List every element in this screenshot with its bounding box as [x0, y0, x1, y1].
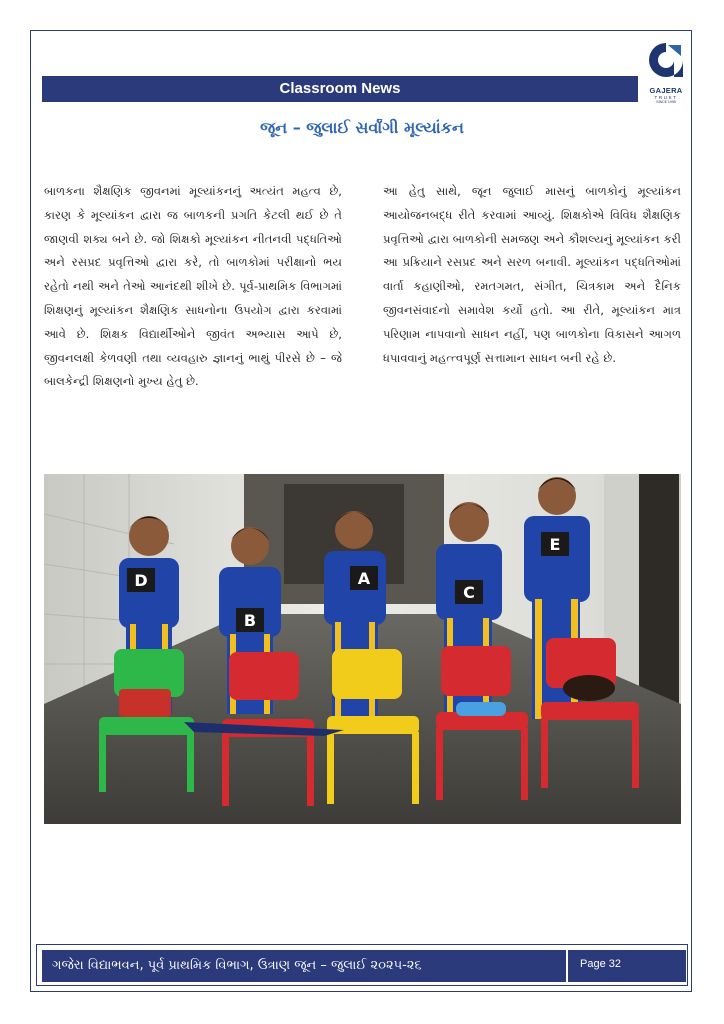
logo-emblem-icon: [646, 40, 686, 80]
classroom-photo: [44, 474, 681, 824]
article-right-column: આ હેતુ સાથે, જૂન જુલાઈ માસનું બાળકોનું મૂલ્યાંકન આયોજનબદ્ધ રીતે કરવામાં આવ્યું. શિક્ષકોએ વિવિધ શૈક્ષણિક પ્રવૃત્તિઓ દ્વારા બાળકોની સમજણ અને કૌશલ્યનું મૂલ્યાંકન કરી આ પ્રક્રિયાને રસપ્રદ અને સરળ બનાવી. મૂલ્યાંકન પદ્ધતિઓમાં વાર્તા કહાણીઓ, રમતગમત, સંગીત, ચિત્રકામ અને દૈનિક જીવનસંવાદનો સમાવેશ કર્યો હતો. આ રીતે, મૂલ્યાંકન માત્ર પરિણામ નાપવાનો સાધન નહીં, પણ બાળકોના વિકાસને આગળ ધપાવવાનું મહત્ત્વપૂર્ણ સત્તામાન સાધન બની રહે છે.: [383, 184, 681, 365]
section-header: Classroom News: [42, 76, 638, 102]
page-number: Page 32: [568, 950, 686, 982]
logo-trust: TRUST: [654, 95, 678, 100]
letter-card-b: B: [243, 611, 257, 630]
letter-card-a: A: [357, 569, 371, 588]
letter-card-e: E: [549, 535, 561, 554]
footer-title: ગજેરા વિદ્યાભવન, પૂર્વ પ્રાથમિક વિભાગ, ઉત્રાણ જૂન – જુલાઈ ૨૦૨૫-૨૬: [42, 950, 566, 982]
logo-name: GAJERA: [649, 86, 683, 95]
letter-card-d: D: [134, 571, 148, 590]
article-left-column: બાળકના શૈક્ષણિક જીવનમાં મૂલ્યાંકનનું અત્યંત મહત્વ છે, કારણ કે મૂલ્યાંકન દ્વારા જ બાળકની પ્રગતિ કેટલી થઈ છે તે જાણવી શક્ય બને છે. જો શિક્ષકો મૂલ્યાંકન નીતનવી પદ્ધતિઓ અને રસપ્રદ પ્રવૃત્તિઓ દ્વારા કરે, તો બાળકોમાં પરીક્ષાનો ભય રહેતો નથી અને તેઓ આનંદથી શીખે છે. પૂર્વ-પ્રાથમિક વિભાગમાં શિક્ષણનું મૂલ્યાંકન શૈક્ષણિક સાધનોના ઉપયોગ દ્વારા કરવામાં આવે છે. શિક્ષક વિદ્યાર્થીઓને જીવંત અભ્યાસ આપે છે, જીવનલક્ષી કેળવણી તથા વ્યવહારુ જ્ઞાનનું ભાથું પીરસે છે – જે બાલકેન્દ્રી શિક્ષણનો મુખ્ય હેતુ છે.: [44, 184, 342, 389]
gajera-trust-logo: [644, 40, 688, 104]
classroom-photo-illustration: [44, 474, 681, 824]
logo-since: SINCE 1995: [656, 100, 676, 104]
article-subtitle: જૂન – જુલાઈ સર્વાંગી મૂલ્યાંકન: [260, 118, 464, 137]
letter-card-c: C: [463, 583, 475, 602]
